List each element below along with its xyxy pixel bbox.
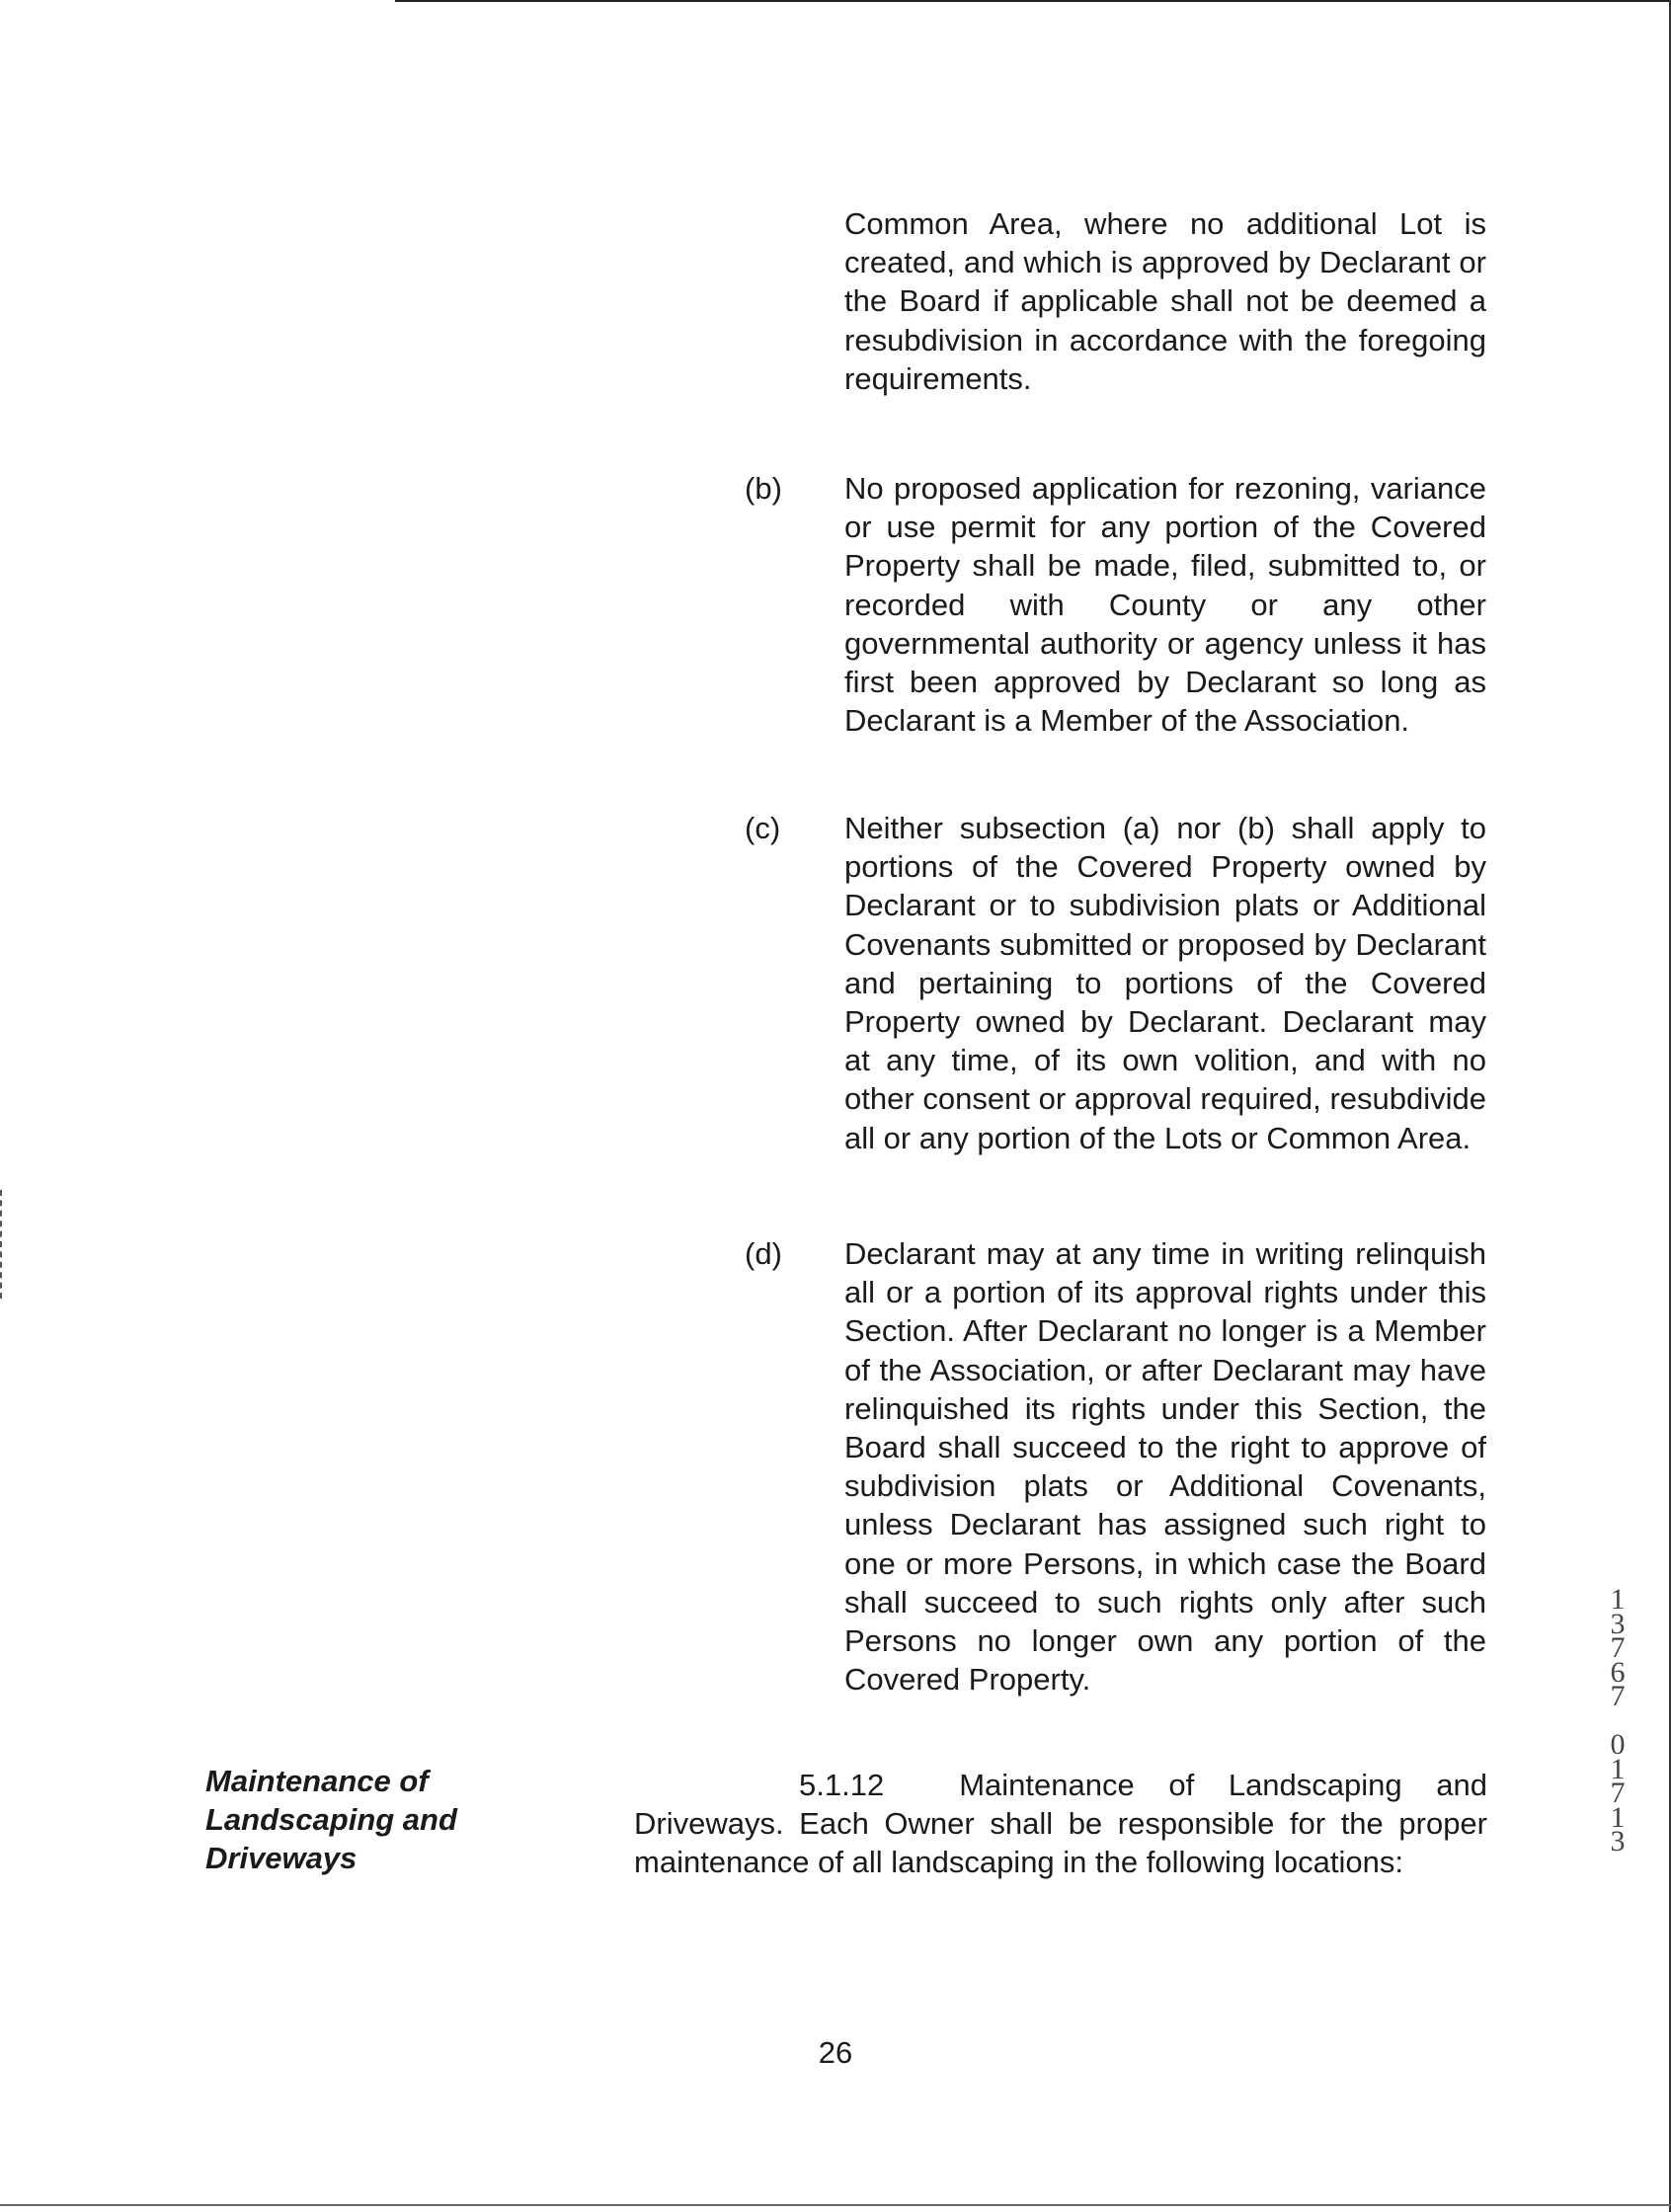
section-side-heading: Maintenance of Landscaping and Driveways bbox=[205, 1764, 457, 1875]
recording-digit: 7 bbox=[1610, 1777, 1626, 1809]
scan-border-top bbox=[395, 0, 1671, 2]
section-text: Maintenance of Landscaping and Driveways. Each Owner shall be responsible for the proper maintenance of all landscaping in the following locations: bbox=[634, 1768, 1487, 1879]
subsection-label-c: (c) bbox=[745, 811, 781, 845]
subsection-label-d: (d) bbox=[745, 1236, 782, 1271]
recording-digit: 6 bbox=[1610, 1655, 1626, 1689]
recording-digit: 0 bbox=[1610, 1728, 1626, 1761]
recording-digit: 3 bbox=[1610, 1607, 1626, 1640]
subsection-text-d: Declarant may at any time in writing relinquish all or a portion of its approval rights under this Section. After Declarant no longer is a Member of the Association, or after Declarant may have relinquished its rights under this Section, the Board shall succeed to the right to approve of subdivision plats or Additional Covenants, unless Declarant has assigned such right to one or more Persons, in which case the Board shall succeed to such rights only after such Persons no longer own any portion of the Covered Property. bbox=[844, 1236, 1486, 1698]
recording-digit: 1 bbox=[1610, 1800, 1626, 1834]
page-number: 26 bbox=[818, 2035, 853, 2070]
subsection-label-b: (b) bbox=[745, 471, 782, 506]
recording-digit: 7 bbox=[1610, 1680, 1626, 1712]
subsection-text-c: Neither subsection (a) nor (b) shall apply to portions of the Covered Property owned by Declarant or to subdivision plats or Additional Covenants submitted or proposed by Declarant and pertaining to portions of the Covered Property owned by Declarant. Declarant may at any time, of its own volition, and with no other consent or approval required, resubdivide all or any portion of the Lots or Common Area. bbox=[844, 811, 1486, 1155]
recording-stamp bbox=[1604, 1583, 1631, 1857]
recording-digit: 1 bbox=[1610, 1583, 1626, 1616]
section-number: 5.1.12 bbox=[799, 1768, 885, 1802]
subsection-text-b: No proposed application for rezoning, variance or use permit for any portion of the Covered Property shall be made, filed, submitted to, or recorded with County or any other governmental authority or agency unless it has first been approved by Declarant so long as Declarant is a Member of the Association. bbox=[844, 471, 1486, 739]
recording-digit: 1 bbox=[1610, 1752, 1626, 1785]
recording-digit: 7 bbox=[1610, 1631, 1626, 1664]
section-paragraph bbox=[634, 1766, 1487, 1881]
scan-edge-mark bbox=[0, 1190, 5, 1299]
recording-digit: 3 bbox=[1610, 1825, 1626, 1857]
scan-border-bottom bbox=[0, 2204, 1671, 2206]
continuation-paragraph: Common Area, where no additional Lot is created, and which is approved by Declarant or the Board if applicable shall not be deemed a resubdivision in accordance with the foregoing requirements. bbox=[844, 206, 1486, 396]
